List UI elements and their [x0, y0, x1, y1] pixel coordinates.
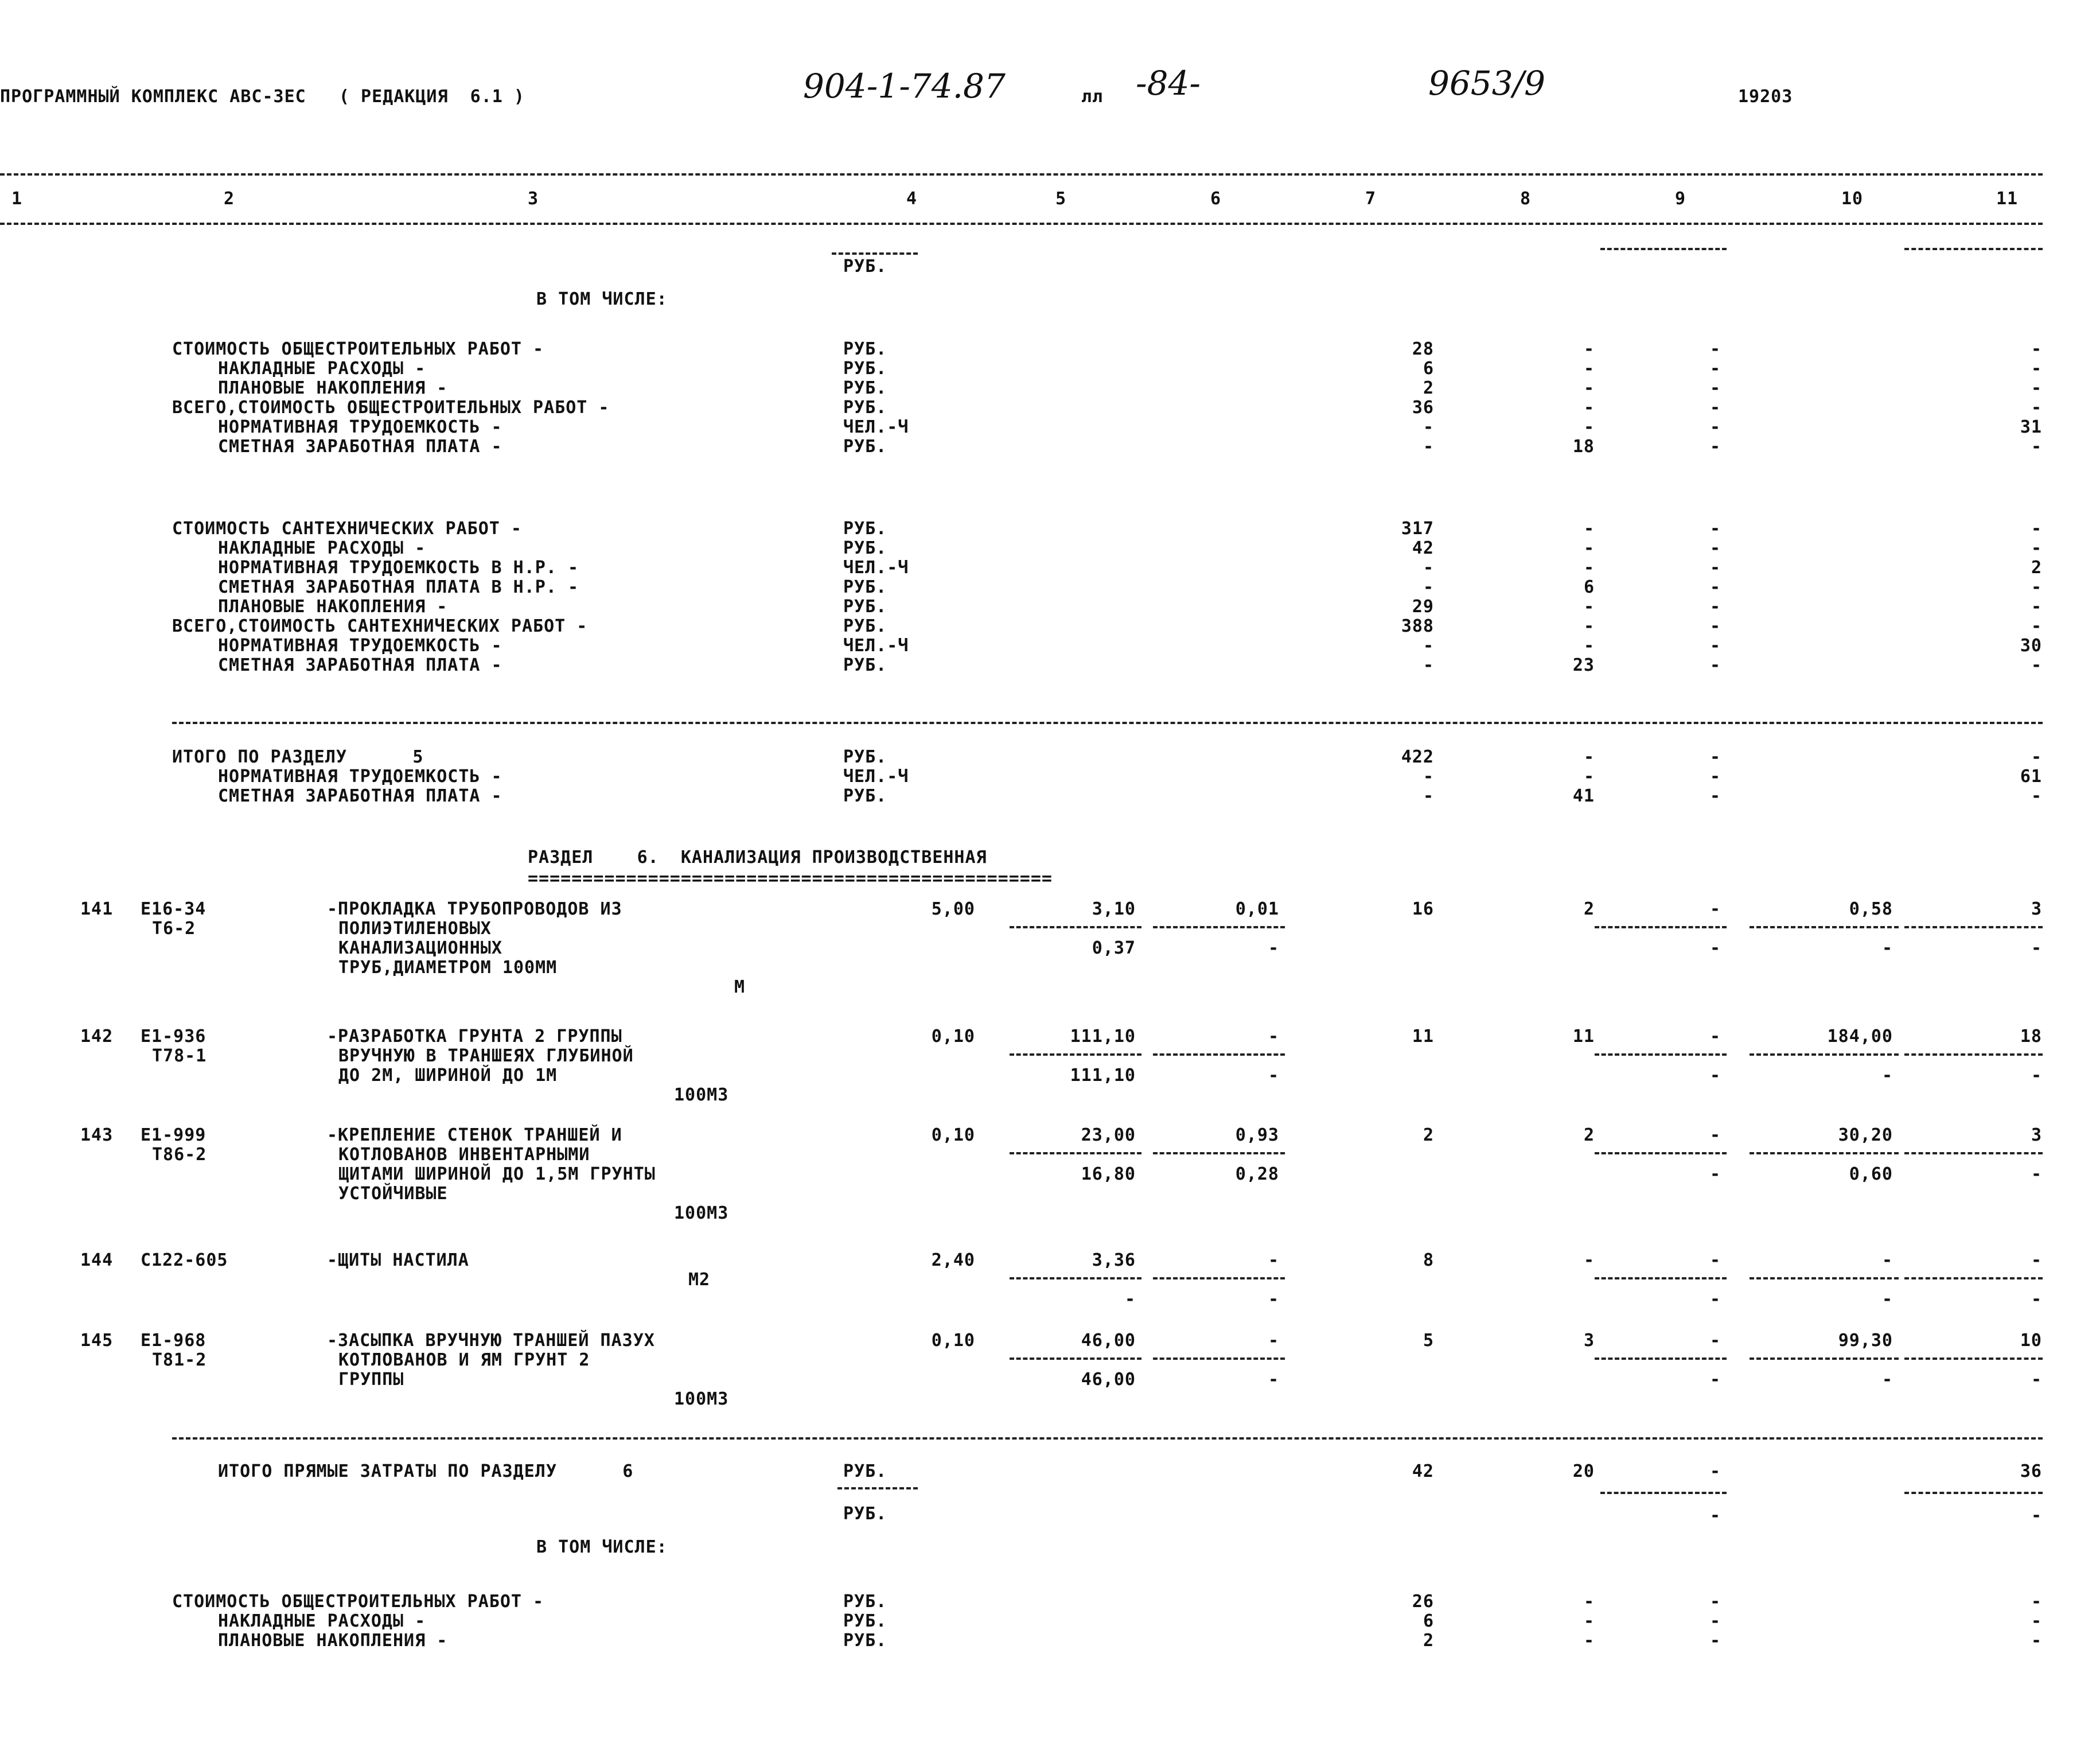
cell-wage: 3: [1583, 1331, 1595, 1351]
cell-rule: [1153, 1152, 1285, 1154]
summary-label: ПЛАНОВЫЕ НАКОПЛЕНИЯ -: [218, 378, 448, 398]
cell-cost: 2: [1423, 378, 1434, 398]
cell-machine: -: [1709, 786, 1721, 806]
cell-rule: [1904, 1053, 2043, 1056]
cell-wage: 18: [1572, 437, 1595, 457]
cell-unit-price: 111,10: [1070, 1026, 1136, 1047]
cell-unit-price: 23,00: [1081, 1125, 1136, 1145]
cell-wage: 6: [1583, 577, 1595, 597]
cell-machine: -: [1709, 655, 1721, 675]
cell-labour-2: -: [2031, 938, 2042, 958]
unit-label: ЧЕЛ.-Ч: [843, 767, 909, 787]
item-number: 145: [80, 1331, 114, 1351]
cell-machine: -: [1709, 1331, 1721, 1351]
column-header: 7: [1365, 189, 1377, 209]
cell-labour-rate: -: [1881, 1250, 1893, 1270]
cell-wage: -: [1583, 1250, 1595, 1270]
summary-label: ВСЕГО,СТОИМОСТЬ ОБЩЕСТРОИТЕЛЬНЫХ РАБОТ -: [172, 398, 610, 418]
cell-machine-wage-total: -: [1709, 1289, 1721, 1309]
cell-cost: 6: [1423, 359, 1434, 379]
cell-unit-price: 3,10: [1092, 899, 1136, 919]
cell-cost: -: [1423, 417, 1434, 437]
item-number: 143: [80, 1125, 114, 1145]
summary-label: НАКЛАДНЫЕ РАСХОДЫ -: [218, 1611, 426, 1631]
cell-wage: 2: [1583, 1125, 1595, 1145]
cell-machine-price: 0,93: [1235, 1125, 1279, 1145]
cell-machine: -: [1709, 1611, 1721, 1631]
cell-wage: -: [1583, 767, 1595, 787]
header-top-rule: [0, 173, 2043, 176]
summary-label: НОРМАТИВНАЯ ТРУДОЕМКОСТЬ В Н.Р. -: [218, 558, 579, 578]
cell-cost: -: [1423, 655, 1434, 675]
cell-cost: 26: [1412, 1592, 1434, 1612]
sheet-prefix: лл: [1081, 87, 1104, 107]
cell-rule: [837, 1487, 918, 1489]
cell-machine-wage: -: [1268, 1289, 1279, 1309]
cell-wage: -: [1583, 519, 1595, 539]
cell-cost: 36: [1412, 398, 1434, 418]
item-number: 141: [80, 899, 114, 919]
cell-cost: -: [1423, 786, 1434, 806]
cell-cost: 42: [1412, 1461, 1434, 1481]
item-number: 142: [80, 1026, 114, 1047]
cell-cost: 6: [1423, 1611, 1434, 1631]
cell-rule: [1750, 1358, 1899, 1360]
cell-rule: [1595, 926, 1727, 928]
cell-labour: -: [2031, 519, 2042, 539]
unit-label: РУБ.: [843, 256, 887, 277]
cell-labour-2: -: [2031, 1164, 2042, 1184]
cell-machine: -: [1709, 1026, 1721, 1047]
cell-rule: [1010, 926, 1141, 928]
item-description: -РАЗРАБОТКА ГРУНТА 2 ГРУППЫ: [327, 1026, 622, 1047]
cell-labour-2: -: [2031, 1065, 2042, 1086]
cell-machine: -: [1709, 597, 1721, 617]
cell-cost: -: [1423, 636, 1434, 656]
cell-quantity: 0,10: [931, 1125, 975, 1145]
cell-cost: -: [1423, 767, 1434, 787]
header-bottom-rule: [0, 223, 2043, 225]
cell-quantity: 0,10: [931, 1331, 975, 1351]
unit-label: ЧЕЛ.-Ч: [843, 417, 909, 437]
cell-labour: -: [2031, 1592, 2042, 1612]
unit-label: РУБ.: [843, 577, 887, 597]
unit-label: РУБ.: [843, 655, 887, 675]
column-header: 8: [1520, 189, 1532, 209]
item-description: ГРУППЫ: [338, 1370, 404, 1390]
cell-rule: [1010, 1277, 1141, 1279]
cell-cost: 388: [1401, 616, 1434, 636]
cell-labour: -: [2031, 1631, 2042, 1651]
item-code: С122-605: [141, 1250, 228, 1270]
cell-cost: -: [1423, 437, 1434, 457]
cell-quantity: 5,00: [931, 899, 975, 919]
summary-label: НАКЛАДНЫЕ РАСХОДЫ -: [218, 538, 426, 558]
cell-labour: -: [2031, 786, 2042, 806]
item-description: -ЗАСЫПКА ВРУЧНУЮ ТРАНШЕЙ ПАЗУХ: [327, 1331, 655, 1351]
unit-label: ЧЕЛ.-Ч: [843, 636, 909, 656]
item-description: КОТЛОВАНОВ ИНВЕНТАРНЫМИ: [338, 1145, 590, 1165]
cell-labour: 10: [2020, 1331, 2042, 1351]
program-title: ПРОГРАММНЫЙ КОМПЛЕКС АВС-ЗЕС ( РЕДАКЦИЯ 6.1 ): [0, 87, 525, 107]
cell-machine: -: [1709, 616, 1721, 636]
summary-label: СМЕТНАЯ ЗАРАБОТНАЯ ПЛАТА -: [218, 786, 502, 806]
item-description: -ЩИТЫ НАСТИЛА: [327, 1250, 469, 1270]
cell-cost: 11: [1412, 1026, 1434, 1047]
item-unit: М: [734, 977, 746, 997]
cell-labour: -: [2031, 616, 2042, 636]
cell-machine-wage-total: -: [1709, 1370, 1721, 1390]
cell-rule: [1750, 926, 1899, 928]
item-description: ЩИТАМИ ШИРИНОЙ ДО 1,5М ГРУНТЫ: [338, 1164, 656, 1184]
cell-machine: -: [1709, 538, 1721, 558]
unit-label: РУБ.: [843, 398, 887, 418]
item-description: ВРУЧНУЮ В ТРАНШЕЯХ ГЛУБИНОЙ: [338, 1046, 634, 1066]
cell-labour: -: [2031, 577, 2042, 597]
column-header: 6: [1210, 189, 1222, 209]
cell-machine: -: [1709, 1592, 1721, 1612]
cell-cost: -: [1423, 577, 1434, 597]
cell-machine-price: -: [1268, 1026, 1279, 1047]
cell-machine: -: [1709, 1250, 1721, 1270]
cell-rule: [1904, 1358, 2043, 1360]
cell-labour-rate-2: -: [1881, 1065, 1893, 1086]
cell-wage: 11: [1572, 1026, 1595, 1047]
subheading: В ТОМ ЧИСЛЕ:: [536, 1537, 668, 1557]
cell-machine: -: [1709, 1125, 1721, 1145]
unit-label: РУБ.: [843, 1461, 887, 1481]
cell-machine-wage-total: -: [1709, 1065, 1721, 1086]
handwritten-inventory-number: 9653/9: [1428, 64, 1546, 103]
cell-labour-rate-2: -: [1881, 1289, 1893, 1309]
cell-unit-wage: 16,80: [1081, 1164, 1136, 1184]
cell-labour-rate-2: -: [1881, 1370, 1893, 1390]
cell-unit-price: 3,36: [1092, 1250, 1136, 1270]
cell-unit-price: 46,00: [1081, 1331, 1136, 1351]
cell-cost: 16: [1412, 899, 1434, 919]
column-header: 2: [224, 189, 235, 209]
section-title: РАЗДЕЛ 6. КАНАЛИЗАЦИЯ ПРОИЗВОДСТВЕННАЯ: [528, 847, 987, 868]
unit-label: РУБ.: [843, 1592, 887, 1612]
cell-wage: -: [1583, 597, 1595, 617]
cell-machine-price: 0,01: [1235, 899, 1279, 919]
cell-labour: 61: [2020, 767, 2042, 787]
cell-wage: -: [1583, 417, 1595, 437]
unit-label: РУБ.: [843, 359, 887, 379]
cell-wage: -: [1583, 359, 1595, 379]
cell-wage: -: [1583, 378, 1595, 398]
cell-wage: -: [1583, 1611, 1595, 1631]
item-description: ПОЛИЭТИЛЕНОВЫХ: [338, 919, 492, 939]
cell-wage: -: [1583, 1631, 1595, 1651]
cell-labour-rate: 184,00: [1827, 1026, 1893, 1047]
cell-machine: -: [1709, 1506, 1721, 1526]
unit-label: ЧЕЛ.-Ч: [843, 558, 909, 578]
cell-wage: -: [1583, 616, 1595, 636]
unit-label: РУБ.: [843, 538, 887, 558]
cell-rule: [1904, 248, 2043, 250]
cell-rule: [1750, 1053, 1899, 1056]
item-description: УСТОЙЧИВЫЕ: [338, 1184, 448, 1204]
item-description: КОТЛОВАНОВ И ЯМ ГРУНТ 2: [338, 1350, 590, 1370]
cell-quantity: 0,10: [931, 1026, 975, 1047]
cell-machine: -: [1709, 417, 1721, 437]
summary-label: СТОИМОСТЬ САНТЕХНИЧЕСКИХ РАБОТ -: [172, 519, 522, 539]
cell-machine: -: [1709, 1631, 1721, 1651]
unit-label: РУБ.: [843, 1611, 887, 1631]
summary-label: ПЛАНОВЫЕ НАКОПЛЕНИЯ -: [218, 597, 448, 617]
item-code-secondary: Т86-2: [152, 1145, 207, 1165]
cell-rule: [1153, 926, 1285, 928]
cell-labour: -: [2031, 538, 2042, 558]
summary-label: НОРМАТИВНАЯ ТРУДОЕМКОСТЬ -: [218, 767, 502, 787]
cell-rule: [1153, 1358, 1285, 1360]
summary-label: НОРМАТИВНАЯ ТРУДОЕМКОСТЬ -: [218, 636, 502, 656]
cell-labour-rate: 99,30: [1838, 1331, 1893, 1351]
cell-wage: 20: [1572, 1461, 1595, 1481]
cell-rule: [1600, 248, 1727, 250]
cell-machine: -: [1709, 767, 1721, 787]
item-description: ДО 2М, ШИРИНОЙ ДО 1М: [338, 1065, 558, 1086]
cell-wage: 23: [1572, 655, 1595, 675]
cell-machine: -: [1709, 359, 1721, 379]
cell-labour: -: [2031, 398, 2042, 418]
cell-machine: -: [1709, 1461, 1721, 1481]
cell-rule: [1750, 1277, 1899, 1279]
cell-wage: -: [1583, 1592, 1595, 1612]
cell-machine: -: [1709, 519, 1721, 539]
subheading: В ТОМ ЧИСЛЕ:: [536, 289, 668, 309]
cell-rule: [1010, 1358, 1141, 1360]
cell-labour-rate: 30,20: [1838, 1125, 1893, 1145]
cell-machine: -: [1709, 378, 1721, 398]
unit-label: РУБ.: [843, 437, 887, 457]
cell-rule: [1904, 1492, 2043, 1494]
cell-machine: -: [1709, 398, 1721, 418]
cell-machine-price: -: [1268, 1331, 1279, 1351]
summary-label: СМЕТНАЯ ЗАРАБОТНАЯ ПЛАТА -: [218, 437, 502, 457]
cell-machine-wage: 0,28: [1235, 1164, 1279, 1184]
cell-labour: 3: [2031, 1125, 2042, 1145]
cell-labour: 30: [2020, 636, 2042, 656]
column-header: 9: [1675, 189, 1686, 209]
summary-label: ВСЕГО,СТОИМОСТЬ САНТЕХНИЧЕСКИХ РАБОТ -: [172, 616, 588, 636]
cell-quantity: 2,40: [931, 1250, 975, 1270]
unit-label: РУБ.: [843, 339, 887, 359]
summary-label: СМЕТНАЯ ЗАРАБОТНАЯ ПЛАТА -: [218, 655, 502, 675]
cell-unit-wage: 0,37: [1092, 938, 1136, 958]
column-header: 1: [11, 189, 23, 209]
summary-label: ИТОГО ПО РАЗДЕЛУ 5: [172, 747, 424, 767]
cell-rule: [1595, 1277, 1727, 1279]
cell-machine-wage: -: [1268, 1370, 1279, 1390]
cell-machine: -: [1709, 577, 1721, 597]
item-code: Е1-999: [141, 1125, 207, 1145]
summary-label: СТОИМОСТЬ ОБЩЕСТРОИТЕЛЬНЫХ РАБОТ -: [172, 339, 544, 359]
unit-label: РУБ.: [843, 1631, 887, 1651]
cell-labour: -: [2031, 359, 2042, 379]
section-underline: ================================================: [528, 869, 1053, 889]
item-code-secondary: Т81-2: [152, 1350, 207, 1370]
cell-machine: -: [1709, 558, 1721, 578]
cell-rule: [832, 252, 918, 255]
cell-rule: [1750, 1152, 1899, 1154]
cell-rule: [1904, 1277, 2043, 1279]
cell-unit-wage: -: [1124, 1289, 1136, 1309]
cell-labour: -: [2031, 1250, 2042, 1270]
column-header: 5: [1055, 189, 1067, 209]
unit-label: РУБ.: [843, 378, 887, 398]
cell-cost: 29: [1412, 597, 1434, 617]
column-header: 11: [1996, 189, 2019, 209]
totals-rule: [172, 722, 2043, 724]
cell-labour-2: -: [2031, 1289, 2042, 1309]
cell-labour: -: [2031, 437, 2042, 457]
item-description: КАНАЛИЗАЦИОННЫХ: [338, 938, 502, 958]
item-unit: 100М3: [674, 1085, 729, 1105]
cell-rule: [1595, 1053, 1727, 1056]
archive-number: 19203: [1738, 87, 1793, 107]
cell-cost: 8: [1423, 1250, 1434, 1270]
cell-rule: [1010, 1152, 1141, 1154]
item-description: ТРУБ,ДИАМЕТРОМ 100ММ: [338, 958, 558, 978]
summary-label: НАКЛАДНЫЕ РАСХОДЫ -: [218, 359, 426, 379]
cell-rule: [1904, 1152, 2043, 1154]
cell-machine: -: [1709, 747, 1721, 767]
cell-rule: [1904, 926, 2043, 928]
cell-labour: -: [2031, 339, 2042, 359]
cell-labour: -: [2031, 1611, 2042, 1631]
cell-labour-rate: 0,58: [1849, 899, 1893, 919]
item-unit: 100М3: [674, 1203, 729, 1223]
item-code-secondary: Т78-1: [152, 1046, 207, 1066]
cell-labour: -: [2031, 655, 2042, 675]
cell-machine: -: [1709, 339, 1721, 359]
cell-cost: 422: [1401, 747, 1434, 767]
item-unit: 100М3: [674, 1389, 729, 1409]
item-code: Е16-34: [141, 899, 207, 919]
cell-wage: -: [1583, 538, 1595, 558]
cell-cost: 2: [1423, 1125, 1434, 1145]
summary-label: СТОИМОСТЬ ОБЩЕСТРОИТЕЛЬНЫХ РАБОТ -: [172, 1592, 544, 1612]
cell-machine-wage: -: [1268, 938, 1279, 958]
item-description: -КРЕПЛЕНИЕ СТЕНОК ТРАНШЕЙ И: [327, 1125, 622, 1145]
item-unit: М2: [688, 1270, 711, 1290]
column-header: 4: [906, 189, 918, 209]
cell-rule: [1595, 1358, 1727, 1360]
cell-machine-wage-total: -: [1709, 938, 1721, 958]
cell-cost: 317: [1401, 519, 1434, 539]
cell-cost: 28: [1412, 339, 1434, 359]
cell-labour: 2: [2031, 558, 2042, 578]
summary-label: ПЛАНОВЫЕ НАКОПЛЕНИЯ -: [218, 1631, 448, 1651]
cell-wage: -: [1583, 558, 1595, 578]
totals-rule: [172, 1437, 2043, 1440]
cell-labour-rate-2: -: [1881, 938, 1893, 958]
sheet-number: -84-: [1136, 64, 1201, 103]
column-header: 10: [1841, 189, 1864, 209]
cell-machine-wage-total: -: [1709, 1164, 1721, 1184]
cell-rule: [1595, 1152, 1727, 1154]
cell-labour-rate-2: 0,60: [1849, 1164, 1893, 1184]
cell-wage: 41: [1572, 786, 1595, 806]
cell-cost: 42: [1412, 538, 1434, 558]
column-header: 3: [528, 189, 539, 209]
cell-machine: -: [1709, 636, 1721, 656]
cell-rule: [1153, 1053, 1285, 1056]
summary-label: СМЕТНАЯ ЗАРАБОТНАЯ ПЛАТА В Н.Р. -: [218, 577, 579, 597]
cell-machine-wage: -: [1268, 1065, 1279, 1086]
cell-wage: -: [1583, 398, 1595, 418]
cell-unit-wage: 46,00: [1081, 1370, 1136, 1390]
item-number: 144: [80, 1250, 114, 1270]
cell-wage: -: [1583, 339, 1595, 359]
item-code: Е1-968: [141, 1331, 207, 1351]
unit-label: РУБ.: [843, 519, 887, 539]
cell-cost: 2: [1423, 1631, 1434, 1651]
cell-labour: 3: [2031, 899, 2042, 919]
cell-rule: [1153, 1277, 1285, 1279]
cell-labour: -: [2031, 1506, 2042, 1526]
cell-rule: [1600, 1492, 1727, 1494]
unit-label: РУБ.: [843, 1504, 887, 1524]
cell-machine-price: -: [1268, 1250, 1279, 1270]
cell-labour: -: [2031, 378, 2042, 398]
cell-labour: 18: [2020, 1026, 2042, 1047]
summary-label: НОРМАТИВНАЯ ТРУДОЕМКОСТЬ -: [218, 417, 502, 437]
cell-machine: -: [1709, 437, 1721, 457]
cell-labour: 31: [2020, 417, 2042, 437]
unit-label: РУБ.: [843, 597, 887, 617]
handwritten-project-code: 904-1-74.87: [803, 67, 1006, 106]
summary-label: ИТОГО ПРЯМЫЕ ЗАТРАТЫ ПО РАЗДЕЛУ 6: [218, 1461, 634, 1481]
cell-labour-2: -: [2031, 1370, 2042, 1390]
cell-wage: -: [1583, 636, 1595, 656]
unit-label: РУБ.: [843, 616, 887, 636]
cell-labour: -: [2031, 597, 2042, 617]
item-code: Е1-936: [141, 1026, 207, 1047]
cell-rule: [1010, 1053, 1141, 1056]
cell-cost: -: [1423, 558, 1434, 578]
unit-label: РУБ.: [843, 786, 887, 806]
cell-wage: -: [1583, 747, 1595, 767]
cell-wage: 2: [1583, 899, 1595, 919]
cell-machine: -: [1709, 899, 1721, 919]
cell-labour: 36: [2020, 1461, 2042, 1481]
cell-cost: 5: [1423, 1331, 1434, 1351]
cell-unit-wage: 111,10: [1070, 1065, 1136, 1086]
item-description: -ПРОКЛАДКА ТРУБОПРОВОДОВ ИЗ: [327, 899, 622, 919]
cell-labour: -: [2031, 747, 2042, 767]
unit-label: РУБ.: [843, 747, 887, 767]
item-code-secondary: Т6-2: [152, 919, 196, 939]
